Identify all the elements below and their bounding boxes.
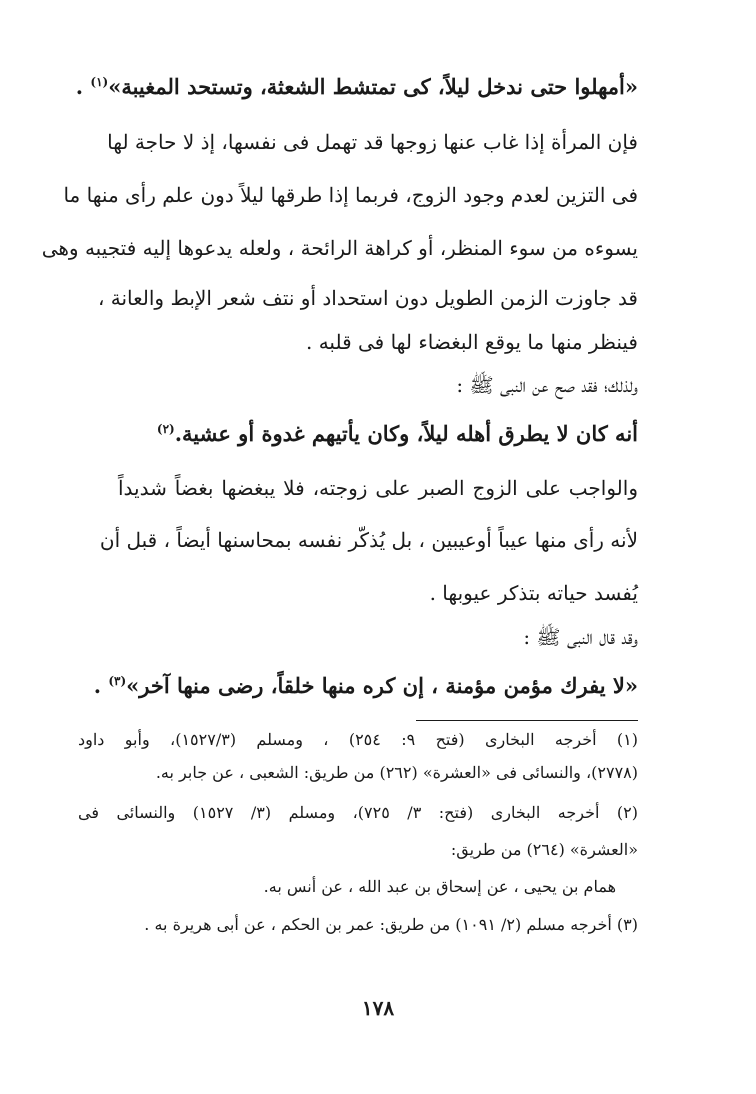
page-number: ١٧٨ (361, 996, 395, 1020)
paragraph-1-line-3: يسوءه من سوء المنظر، أو كراهة الرائحة ، ولعله يدعوها إليه فتجيبه وهى (41, 236, 638, 260)
footnote-2-line-3: همام بن يحيى ، عن إسحاق بن عبد الله ، عن أنس به. (263, 877, 616, 896)
footnote-2-line-1: (٢) أخرجه البخارى (فتح: ٣/ ٧٢٥)، ومسلم (٣/ ١٥٢٧) والنسائى فى (78, 803, 638, 822)
footnote-ref-1: (١) (90, 75, 109, 89)
paragraph-3-line-2: لأنه رأى منها عيباً أوعيبين ، بل يُذكّر نفسه بمحاسنها أيضاً ، قبل أن (99, 528, 638, 552)
paragraph-3-line-3: يُفسد حياته بتذكر عيوبها . (429, 581, 638, 605)
footnote-separator (416, 720, 638, 721)
footnote-2-line-2: «العشرة» (٢٦٤) من طريق: (450, 840, 638, 859)
hadith-quote-1 (75, 72, 638, 102)
paragraph-2-line-1: ولذلك؛ فقد صح عن النبى ﷺ : (456, 373, 638, 397)
hadith-quote-3-text: «لا يفرك مؤمن مؤمنة ، إن كره منها خلقاً، رضى منها آخر» (126, 673, 638, 698)
hadith-quote-1-text: «أمهلوا حتى ندخل ليلاً، كى تمتشط الشعثة، وتستحد المغيبة» (108, 74, 638, 99)
paragraph-1-line-1: فإن المرأة إذا غاب عنها زوجها قد تهمل فى نفسها، إذ لا حاجة لها (107, 130, 638, 154)
paragraph-4-line-1: وقد قال النبى ﷺ : (523, 625, 638, 649)
footnote-ref-2: (٢) (156, 422, 175, 436)
paragraph-1-line-5: فينظر منها ما يوقع البغضاء لها فى قلبه . (305, 330, 638, 354)
hadith-quote-3 (93, 671, 638, 701)
footnote-ref-3: (٣) (108, 674, 127, 688)
footnote-1-line-2: (٢٧٧٨)، والنسائى فى «العشرة» (٢٦٢) من طريق: الشعبى ، عن جابر به. (155, 763, 638, 782)
footnote-3-line-1: (٣) أخرجه مسلم (٢/ ١٠٩١) من طريق: عمر بن الحكم ، عن أبى هريرة به . (144, 915, 638, 934)
hadith-quote-3-end: . (93, 673, 109, 698)
paragraph-1-line-2: فى التزين لعدم وجود الزوج، فربما إذا طرقها ليلاً دون علم رأى منها ما (63, 183, 638, 207)
hadith-quote-1-end: . (75, 74, 91, 99)
footnote-1-line-1: (١) أخرجه البخارى (فتح ٩: ٢٥٤) ، ومسلم (١٥٢٧/٣)، وأبو داود (78, 730, 639, 749)
paragraph-1-line-4: قد جاوزت الزمن الطويل دون استحداد أو نتف شعر الإبط والعانة ، (97, 286, 638, 310)
paragraph-3-line-1: والواجب على الزوج الصبر على زوجته، فلا يبغضها بغضاً شديداً (118, 476, 638, 500)
hadith-quote-2-text: أنه كان لا يطرق أهله ليلاً، وكان يأتيهم غدوة أو عشية. (174, 421, 638, 446)
hadith-quote-2 (118, 419, 638, 449)
